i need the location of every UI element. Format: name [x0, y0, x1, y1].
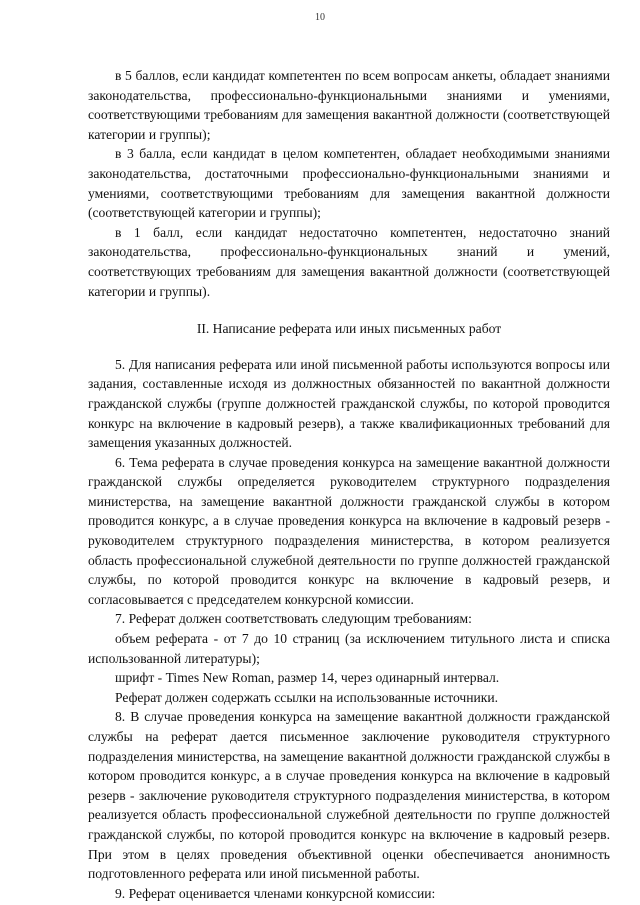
paragraph: 7. Реферат должен соответствовать следующим требованиям: [115, 611, 472, 627]
paragraph: в 1 балл, если кандидат недостаточно компетентен, недостаточно знаний законодательства, профессионально-функциональных знаний и умений, соответствующих требованиям для замещения вакантной должности (соответствующей категории и группы). [88, 224, 610, 299]
paragraph: 8. В случае проведения конкурса на замещение вакантной должности гражданской службы на реферат дается письменное заключение руководителя структурного подразделения министерства, на замещение вакантной должности гражданской службы в котором проводится конкурс, а в случае проведения конкурса на включение в кадровый резерв - заключение руководителя структурного подразделения министерства, в котором реализуется область профессиональной служебной деятельности по группе должностей гражданской службы, по которой проводится конкурс на включение в кадровый резерв. При этом в целях проведения объективной оценки обеспечивается анонимность подготовленного реферата или иной письменной работы. [88, 709, 610, 882]
paragraph: шрифт - Times New Roman, размер 14, через одинарный интервал. [115, 670, 500, 686]
section-heading: II. Написание реферата или иных письменных работ [196, 321, 502, 337]
paragraph: в 3 балла, если кандидат в целом компетентен, обладает необходимыми знаниями законодательства, достаточными профессионально-функциональными знаниями и умениями, соответствующими требованиям для замещения вакантной должности (соответствующей категории и группы); [88, 146, 610, 221]
paragraph: 5. Для написания реферата или иной письменной работы используются вопросы или задания, составленные исходя из должностных обязанностей по вакантной должности гражданской службы (группе должностей гражданской службы, по которой проводится конкурс на включение в кадровый резерв), а также квалификационных требований для замещения указанных должностей. [88, 356, 610, 451]
document-body [88, 66, 610, 903]
paragraph: в 5 баллов, если кандидат компетентен по всем вопросам анкеты, обладает знаниями законодательства, профессионально-функциональными знаниями и умениями, соответствующими требованиям для замещения вакантной должности (соответствующей категории и группы); [88, 68, 610, 142]
paragraph: 9. Реферат оценивается членами конкурсной комиссии: [115, 885, 436, 901]
paragraph: 6. Тема реферата в случае проведения конкурса на замещение вакантной должности гражданской службы определяется руководителем структурного подразделения министерства, на замещение вакантной должности гражданской службы в котором проводится конкурс, а в случае проведения конкурса на включение в кадровый резерв - руководителем структурного подразделения министерства, в котором реализуется область профессиональной служебной деятельности по группе должностей гражданской службы, по которой проводится конкурс на включение в кадровый резерв, и согласовывается с председателем конкурсной комиссии. [88, 454, 610, 607]
paragraph: Реферат должен содержать ссылки на использованные источники. [115, 689, 499, 705]
page-number: 10 [315, 12, 325, 23]
paragraph: объем реферата - от 7 до 10 страниц (за исключением титульного листа и списка использованной литературы); [88, 631, 610, 666]
